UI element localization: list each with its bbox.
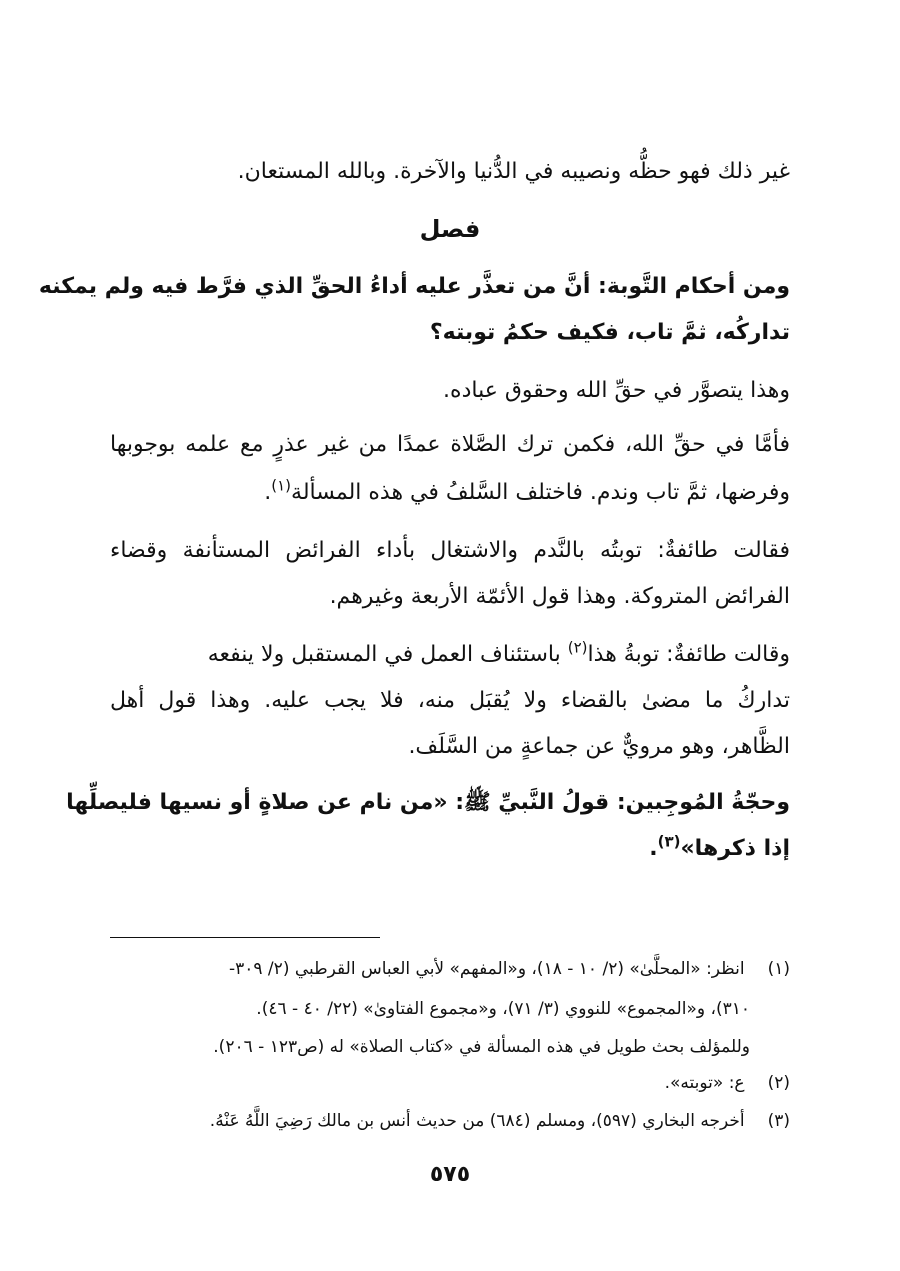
footnote-1-line: ٣١٠)، و«المجموع» للنووي (٣/ ٧١)، و«مجموع الفتاوىٰ» (٢٢/ ٤٠ - ٤٦). [256,999,750,1019]
footnote-separator [110,937,380,938]
footnote-number: (٣) [767,1111,790,1131]
footnote-text: أخرجه البخاري (٥٩٧)، ومسلم (٦٨٤) من حديث أنس بن مالك رَضِيَ اللَّهُ عَنْهُ. [209,1111,745,1131]
text-line: غير ذلك فهو حظُّه ونصيبه في الدُّنيا والآخرة. وبالله المستعان. [237,159,790,184]
paragraph-line: فقالت طائفةٌ: توبتُه بالنَّدم والاشتغال بأداء الفرائض المستأنفة وقضاء [110,538,790,563]
paragraph-text: باستئناف العمل في المستقبل ولا ينفعه [207,642,568,667]
paragraph-line: الظَّاهر، وهو مرويٌّ عن جماعةٍ من السَّلَف. [408,734,790,759]
footnote-text: ع: «توبته». [664,1073,745,1093]
page-number: ٥٧٥ [429,1162,471,1187]
paragraph-line: فأمَّا في حقِّ الله، فكمن ترك الصَّلاة عمدًا من غير عذرٍ مع علمه بوجوبها [110,432,790,457]
hadith-line: وحجّةُ المُوجِبين: قولُ النَّبيِّ ﷺ: «من نام عن صلاةٍ أو نسيها فليصلِّها [66,790,790,815]
question-line: ومن أحكام التَّوبة: أنَّ من تعذَّر عليه أداءُ الحقِّ الذي فرَّط فيه ولم يمكنه [38,274,790,299]
paragraph-line: تداركُ ما مضىٰ بالقضاء ولا يُقبَل منه، فلا يجب عليه. وهذا قول أهل [110,688,790,713]
hadith-line [110,834,790,864]
question-line: تداركُه، ثمَّ تاب، فكيف حكمُ توبته؟ [429,320,790,345]
paragraph-line [110,478,790,508]
book-page [38,0,790,1271]
footnote-2 [110,1070,790,1096]
footnote-1-line: وللمؤلف بحث طويل في هذه المسألة في «كتاب الصلاة» له (ص١٢٣ - ٢٠٦). [213,1037,750,1057]
paragraph-text: وفرضها، ثمَّ تاب وندم. فاختلف السَّلفُ في هذه المسألة [291,480,790,505]
footnote-number: (٢) [767,1073,790,1093]
footnote-1 [110,956,790,982]
paragraph-line: الفرائض المتروكة. وهذا قول الأئمّة الأربعة وغيرهم. [329,584,790,609]
footnote-ref: (٣) [657,832,681,851]
paragraph-text: . [264,480,272,505]
paragraph-line [110,640,790,670]
footnote-number: (١) [767,959,790,979]
paragraph-line: وهذا يتصوَّر في حقِّ الله وحقوق عباده. [443,378,790,403]
hadith-text: . [649,836,658,861]
footnote-3 [110,1108,790,1134]
paragraph-text: وقالت طائفةٌ: توبةُ هذا [587,642,790,667]
section-heading: فصل [419,215,481,243]
footnote-ref: (٢) [567,638,588,657]
footnote-text: انظر: «المحلَّىٰ» (٢/ ١٠ - ١٨)، و«المفهم» لأبي العباس القرطبي (٢/ ٣٠٩- [228,959,745,979]
footnote-ref: (١) [271,476,292,495]
hadith-text: إذا ذكرها» [680,836,790,861]
